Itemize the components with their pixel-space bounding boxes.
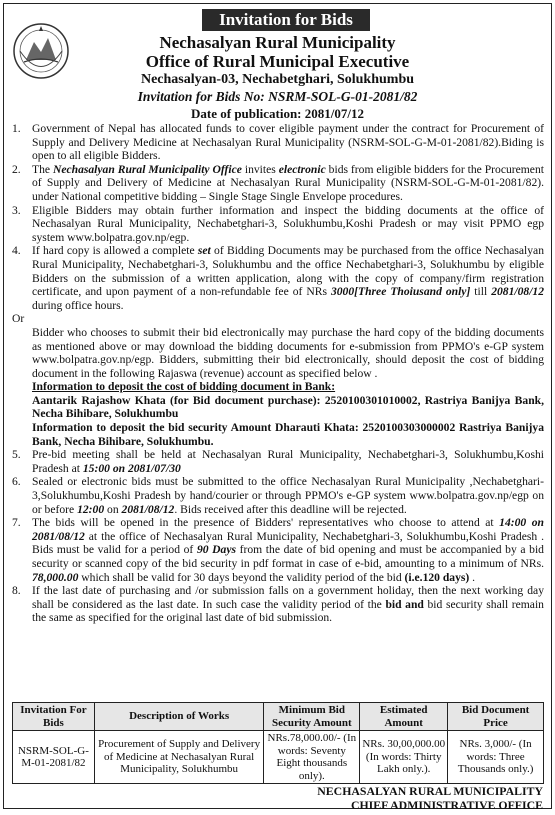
table-cell: NRs.78,000.00/- (In words: Seventy Eight thousands only). — [264, 731, 360, 784]
item-text: which shall be valid for 30 days beyond the validity period of the bid — [78, 570, 405, 584]
item-number: 4. — [12, 244, 21, 258]
item-text: invites — [241, 162, 279, 176]
list-item — [12, 448, 544, 475]
opening-datetime: 14:00 on 2081/08/12 — [32, 516, 544, 543]
submission-time: 12:00 — [77, 502, 105, 516]
bank-account-document: Aantarik Rajashow Khata (for Bid document purchase): 2520100301010002, Rastriya Banijya Bank, Necha Bihibare, Solukhumbu — [32, 393, 544, 421]
item-text: Sealed or electronic bids must be submitted to the office Nechasalyan Rural Municipality ,Nechabetghari-3,Solukhumbu,Koshi Pradesh by hand/courier or through PPMO's e-GP system www.bolpatra.gov.np/egp on or before — [32, 475, 544, 516]
item-text: of Bidding Documents may be purchased from the office Nechasalyan Rural Municipality, Nechabetghari-3, Solukhumbu and the office Nechabetghari-3, Solukhumbu by eligible Bidders on the submission of a written application, along with the copy of company/firm registration certificate, and upon payment of a non-refundable fee of NRs — [32, 244, 545, 299]
item-text: bids from eligible bidders for the Procurement of Supply and Delivery of Medicine at Nechasalyan Rural Municipality (NSRM-SOL-G-M-01-2081/82). under National competitive bidding – Single Stage Single Envelope procedures. — [32, 162, 544, 203]
office-address: Nechasalyan-03, Nechabetghari, Solukhumbu — [140, 72, 415, 87]
item-number: 7. — [12, 516, 21, 530]
list-item — [12, 584, 544, 625]
item-text-emphasis: Nechasalyan Rural Municipality Office — [52, 162, 242, 176]
item-text: If the last date of purchasing and /or submission falls on a government holiday, then the next working day shall be considered as the last date. In such case the validity period of the — [32, 584, 544, 611]
item-text: Pre-bid meeting shall be held at Nechasalyan Rural Municipality, Nechabetghari-3, Solukhumbu,Koshi Pradesh at — [32, 448, 544, 475]
item-text: If hard copy is allowed a complete — [32, 244, 198, 258]
list-item — [12, 204, 544, 245]
item-number: 1. — [12, 122, 21, 135]
footer-municipality: NECHASALYAN RURAL MUNICIPALITY — [317, 784, 543, 798]
item-text: till — [470, 285, 492, 299]
item-text-emphasis: electronic — [278, 162, 326, 176]
bank-account-security: Information to deposit the bid security Amount Dharauti Khata: 2520100303000002 Rastriya Banijya Bank, Necha Bihibare, Solukhumbu. — [32, 421, 544, 448]
item-text-emphasis: bid and — [385, 597, 424, 611]
item-text: from the date of bid opening and must be accompanied by a bid security or scanned copy of the bid security in pdf format in case of e-bid, amounting to a minimum of NRs. — [32, 543, 544, 570]
item-text: Eligible Bidders may obtain further information and inspect the bidding documents at the office of Nechasalyan Rural Municipality, Nechabetghari-3, Solukhumbu,Koshi Pradesh or may visit PPMO egp system www.bolpatra.gov.np/egp. — [32, 203, 544, 244]
item-text: . Bids received after this deadline will be rejected. — [174, 502, 407, 516]
notice-items — [12, 122, 544, 625]
item-text: at the office of Nechasalyan Rural Municipality, Nechabetghari-3, Solukhumbu,Koshi Pradesh . Bids must be valid for a period of — [32, 529, 544, 557]
security-validity: (i.e.120 days) — [404, 570, 470, 584]
list-item — [12, 475, 544, 516]
column-header: Description of Works — [94, 703, 264, 731]
item-text: The bids will be opened in the presence of Bidders' representatives who choose to attend at — [32, 516, 500, 530]
item-text: The — [32, 162, 53, 176]
item-number: 3. — [12, 203, 21, 217]
item-text: on — [104, 502, 122, 516]
publication-date: Date of publication: 2081/07/12 — [191, 106, 364, 121]
item-text: during office hours. — [32, 298, 124, 312]
column-header: Minimum Bid Security Amount — [264, 703, 360, 731]
item-text: bid security shall remain the same as specified for the original last date of bid submission. — [32, 597, 544, 625]
column-header: Invitation For Bids — [13, 703, 95, 731]
column-header: Bid Document Price — [448, 703, 544, 731]
or-separator: Or — [12, 312, 25, 326]
municipality-name: Nechasalyan Rural Municipality — [159, 33, 396, 52]
item-text: . — [469, 570, 476, 584]
list-item — [12, 122, 544, 163]
notice-page — [3, 3, 552, 812]
table-cell: Procurement of Supply and Delivery of Medicine at Nechasalyan Rural Municipality, Solukhumbu — [94, 731, 264, 784]
table-row — [13, 731, 544, 784]
table-cell: NRs. 30,00,000.00 (In words: Thirty Lakh only.). — [360, 731, 448, 784]
item-number: 8. — [12, 584, 21, 598]
item-number: 5. — [12, 448, 21, 462]
column-header: Estimated Amount — [360, 703, 448, 731]
table-cell: NRs. 3,000/- (In words: Three Thousands only.) — [448, 731, 544, 784]
list-item — [12, 163, 544, 204]
security-amount: 78,000.00 — [32, 570, 79, 584]
office-name: Office of Rural Municipal Executive — [145, 52, 410, 71]
document-fee: 3000[Three Thoiusand only] — [330, 285, 471, 299]
item-text: Government of Nepal has allocated funds to cover eligible payment under the contract for Procurement of Supply and Delivery Medicine at Nechasalyan Rural Municipality (NSRM-SOL-G-M-01-2081/82).Biding is open to all eligible Bidders. — [32, 122, 544, 163]
list-item — [12, 244, 544, 312]
validity-period: 90 Days — [196, 543, 236, 557]
bid-number: Invitation for Bids No: NSRM-SOL-G-01-2081/82 — [137, 89, 418, 104]
prebid-meeting-time: 15:00 on 2081/07/30 — [82, 461, 181, 475]
item-number: 6. — [12, 475, 21, 489]
purchase-deadline: 2081/08/12 — [491, 285, 545, 299]
notice-banner: Invitation for Bids — [202, 9, 370, 31]
list-item — [12, 516, 544, 584]
item-text-emphasis: set — [197, 244, 211, 258]
table-cell: NSRM-SOL-G-M-01-2081/82 — [13, 731, 95, 784]
bank-info-heading-text: Information to deposit the cost of bidding document in Bank: — [32, 380, 336, 394]
item-number: 2. — [12, 162, 21, 176]
bank-info-heading — [12, 380, 544, 394]
electronic-bid-paragraph: Bidder who chooses to submit their bid electronically may purchase the hard copy of the bidding documents as mentioned above or may download the bidding documents for e-submission from PPMO's e-GP system www.bolpatra.gov.np/egp. Bidders, submitting their bid electronically, should deposit the cost of bidding document in the following Rajaswa (revenue) account as specified below . — [32, 325, 544, 380]
footer-office: CHIEF ADMINISTRATIVE OFFICE — [350, 798, 543, 812]
submission-date: 2081/08/12 — [121, 502, 175, 516]
table-header-row — [13, 703, 544, 731]
bid-summary-table — [12, 702, 544, 784]
